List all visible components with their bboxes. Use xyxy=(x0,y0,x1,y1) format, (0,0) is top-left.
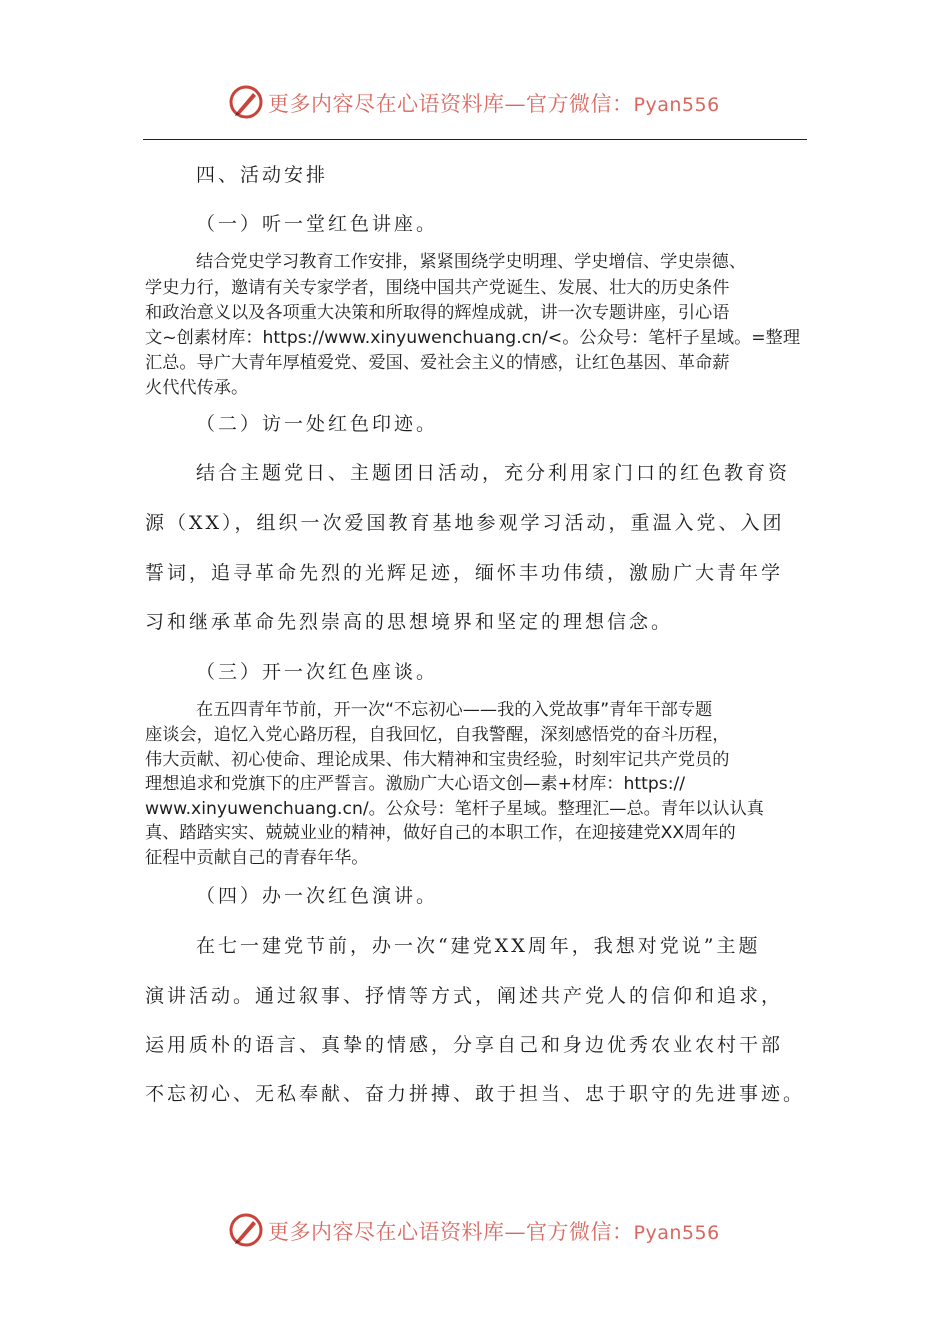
item4-line: 不忘初心、无私奉献、奋力拼搏、敢于担当、忠于职守的先进事迹。 xyxy=(145,1083,806,1105)
item3-line: 征程中贡献自己的青春年华。 xyxy=(145,848,369,868)
item4-heading: （四）办一次红色演讲。 xyxy=(196,885,439,907)
item1-line: 汇总。导广大青年厚植爱党、爱国、爱社会主义的情感，让红色基因、革命薪 xyxy=(145,353,730,373)
banner-text: 更多内容尽在心语资料库—官方微信：Pyan556 xyxy=(268,92,720,116)
item1-line: 火代代传承。 xyxy=(145,378,249,398)
pen-logo-icon xyxy=(228,84,264,120)
item2-line: 结合主题党日、主题团日活动，充分利用家门口的红色教育资 xyxy=(196,462,791,484)
item3-line: 伟大贡献、初心使命、理论成果、伟大精神和宝贵经验，时刻牢记共产党员的 xyxy=(145,750,730,770)
item4-line: 在七一建党节前，办一次“建党XX周年，我想对党说”主题 xyxy=(196,935,761,957)
item3-heading: （三）开一次红色座谈。 xyxy=(196,661,439,683)
header-divider xyxy=(143,139,807,140)
item1-line: 学史力行，邀请有关专家学者，围绕中国共产党诞生、发展、壮大的历史条件 xyxy=(145,278,730,298)
item1-line: 和政治意义以及各项重大决策和所取得的辉煌成就，讲一次专题讲座，引心语 xyxy=(145,303,730,323)
item2-line: 习和继承革命先烈崇高的思想境界和坚定的理想信念。 xyxy=(145,611,674,633)
item3-line: 理想追求和党旗下的庄严誓言。激励广大心语文创—素+材库：https:// xyxy=(145,774,686,794)
item1-heading: （一）听一堂红色讲座。 xyxy=(196,213,439,235)
item4-line: 演讲活动。通过叙事、抒情等方式，阐述共产党人的信仰和追求， xyxy=(145,985,784,1007)
wechat-id: Pyan556 xyxy=(633,1222,720,1244)
section-title: 四、活动安排 xyxy=(196,164,329,186)
item3-line: 真、踏踏实实、兢兢业业的精神，做好自己的本职工作，在迎接建党XX周年的 xyxy=(145,823,736,843)
item3-line: 在五四青年节前，开一次“不忘初心——我的入党故事”青年干部专题 xyxy=(196,700,713,720)
item2-line: 誓词，追寻革命先烈的光辉足迹，缅怀丰功伟绩，激励广大青年学 xyxy=(145,562,784,584)
pen-logo-icon xyxy=(228,1212,264,1248)
header-banner xyxy=(0,81,950,125)
item1-line: 文~创素材库：https://www.xinyuwenchuang.cn/<。公众号：笔杆子星域。=整理 xyxy=(145,328,801,348)
wechat-id: Pyan556 xyxy=(633,94,720,116)
item2-heading: （二）访一处红色印迹。 xyxy=(196,413,439,435)
item2-line: 源（XX），组织一次爱国教育基地参观学习活动，重温入党、入团 xyxy=(145,512,785,534)
item3-line: 座谈会，追忆入党心路历程，自我回忆，自我警醒，深刻感悟党的奋斗历程， xyxy=(145,725,730,745)
banner-text: 更多内容尽在心语资料库—官方微信：Pyan556 xyxy=(268,1220,720,1244)
item4-line: 运用质朴的语言、真挚的情感，分享自己和身边优秀农业农村干部 xyxy=(145,1034,784,1056)
item3-line: www.xinyuwenchuang.cn/。公众号：笔杆子星域。整理汇—总。青年以认认真 xyxy=(145,799,764,819)
item1-line: 结合党史学习教育工作安排，紧紧围绕学史明理、学史增信、学史崇德、 xyxy=(196,252,747,272)
footer-banner xyxy=(0,1209,950,1253)
